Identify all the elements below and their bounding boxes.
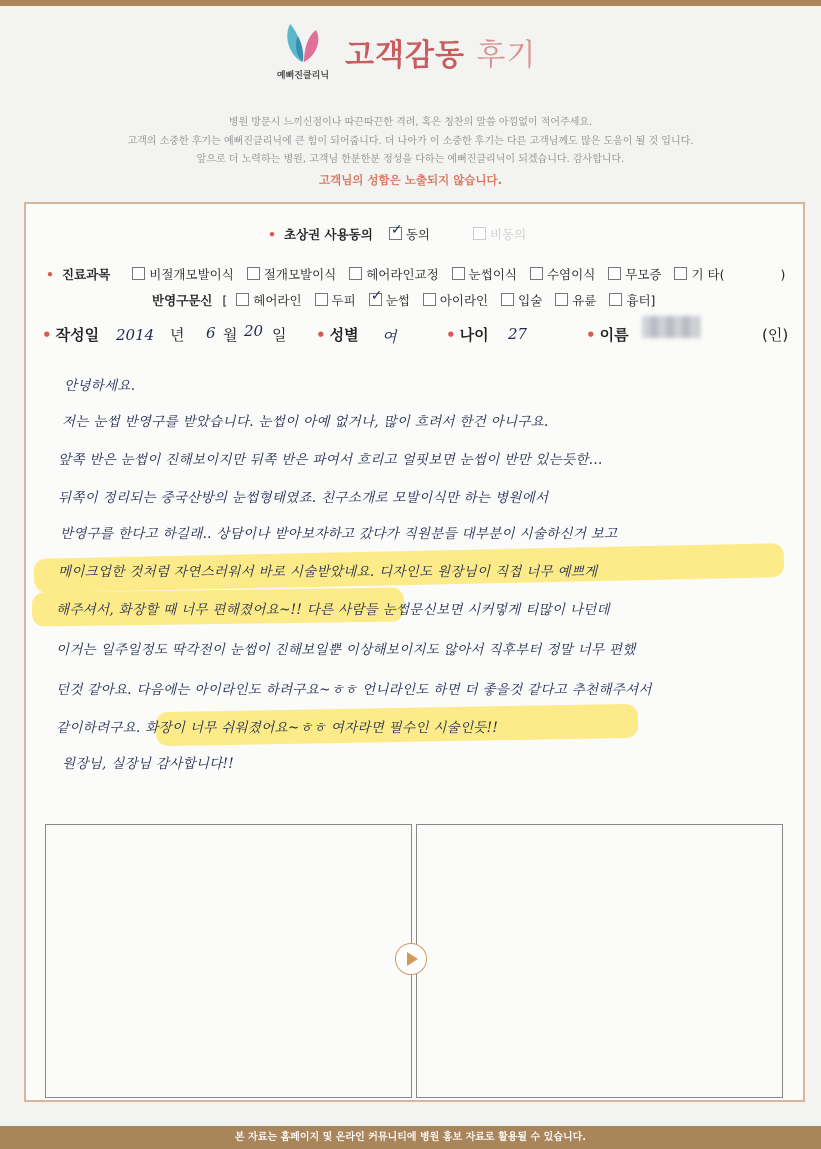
bullet-icon: • (316, 326, 326, 344)
review-line: 메이크업한 것처럼 자연스러워서 바로 시술받았네요. 디자인도 원장님이 직접 너무 예쁘게 (58, 564, 598, 580)
reflect-option: 아이라인 (439, 293, 489, 308)
top-bar (0, 0, 821, 6)
consent-agree-checkbox[interactable] (389, 227, 402, 240)
footer-notice: 본 자료는 홈페이지 및 온라인 커뮤니티에 병원 홍보 자료로 활용될 수 있습니다. (0, 1126, 821, 1149)
reflect-checkbox[interactable] (501, 293, 514, 306)
reflect-checkbox[interactable] (609, 293, 622, 306)
consent-disagree-label: 비동의 (489, 227, 527, 242)
reflect-option: 눈썹 (385, 293, 410, 308)
intro-line-2: 고객의 소중한 후기는 예뻐진클리닉에 큰 힘이 되어줍니다. 더 나아가 이 소중한 후기는 다른 고객님께도 많은 도움이 될 것 입니다. (127, 136, 694, 147)
gender-value: 여 (382, 328, 397, 346)
department-checkbox[interactable] (132, 267, 145, 280)
bullet-icon: • (42, 326, 52, 344)
department-other-close: ) (780, 267, 786, 282)
review-line: 던것 같아요. 다음에는 아이라인도 하려구요~ㅎㅎ 언니라인도 하면 더 좋을것 같다고 추천해주셔서 (56, 682, 652, 698)
photo-frame-after (416, 824, 783, 1098)
consent-agree-label: 동의 (405, 227, 431, 242)
reflect-label: 반영구문신 (152, 293, 213, 308)
name-label: 이름 (599, 326, 629, 344)
date-label: 작성일 (55, 326, 100, 344)
reflect-option: 유륜 (572, 293, 597, 308)
intro-line-3: 앞으로 더 노력하는 병원, 고객님 한분한분 정성을 다하는 예뻐진클리닉이 되겠습니다. 감사합니다. (196, 154, 625, 165)
privacy-notice: 고객님의 성함은 노출되지 않습니다. (318, 173, 502, 187)
department-option: 눈썹이식 (468, 267, 517, 282)
department-option-other: 기 타( (691, 267, 725, 282)
reflect-checkbox[interactable] (315, 293, 328, 306)
department-checkbox[interactable] (530, 267, 543, 280)
department-option: 절개모발이식 (263, 267, 337, 282)
review-line: 뒤쪽이 정리되는 중국산방의 눈썹형태였죠. 친구소개로 모발이식만 하는 병원에서 (58, 490, 549, 506)
bullet-icon: • (586, 326, 596, 344)
play-arrow-icon[interactable] (395, 943, 427, 975)
department-option: 수염이식 (546, 267, 596, 282)
reflect-option: 두피 (331, 293, 356, 308)
bullet-icon: • (268, 227, 276, 242)
consent-disagree-checkbox[interactable] (473, 227, 486, 240)
age-label: 나이 (459, 326, 489, 344)
photo-frame-before (45, 824, 412, 1098)
bullet-icon: • (446, 326, 456, 344)
reflect-row (152, 291, 655, 309)
date-label-group (42, 324, 99, 345)
consent-row (268, 225, 526, 243)
reflect-checkbox[interactable] (236, 293, 249, 306)
reflect-checkbox[interactable] (555, 293, 568, 306)
title-sub: 후기 (476, 38, 537, 73)
department-label: 진료과목 (61, 267, 111, 282)
age-value: 27 (508, 325, 528, 343)
consent-label: 초상권 사용동의 (283, 227, 373, 242)
department-checkbox[interactable] (674, 267, 687, 280)
reflect-open-bracket: [ (222, 293, 228, 308)
page-title (345, 30, 536, 74)
logo-text: 예뻐진클리닉 (276, 71, 330, 81)
reflect-option: 흉터] (626, 293, 656, 308)
department-checkbox[interactable] (452, 267, 465, 280)
title-main: 고객감동 (345, 38, 465, 73)
department-row (46, 265, 785, 283)
reflect-option: 입술 (518, 293, 543, 308)
department-option: 헤어라인교정 (366, 267, 439, 282)
department-checkbox[interactable] (608, 267, 621, 280)
review-line: 안녕하세요. (64, 378, 136, 394)
department-option: 무모증 (625, 267, 662, 282)
name-label-group (586, 324, 629, 345)
department-option: 비절개모발이식 (149, 267, 234, 282)
review-line: 앞쪽 반은 눈썹이 진해보이지만 뒤쪽 반은 파여서 흐리고 얼핏보면 눈썹이 반만 있는듯한... (58, 452, 603, 468)
butterfly-logo-icon (282, 18, 324, 66)
day-unit: 일 (272, 326, 287, 344)
blurred-name (642, 316, 700, 338)
review-line: 원장님, 실장님 감사합니다!! (62, 756, 234, 772)
reflect-checkbox[interactable] (423, 293, 436, 306)
month-unit: 월 (223, 326, 238, 344)
date-month: 6 (206, 324, 216, 342)
review-line: 이거는 일주일정도 딱각전이 눈썹이 진해보일뿐 이상해보이지도 않아서 직후부터 정말 너무 편했 (56, 642, 636, 658)
review-line: 저는 눈썹 반영구를 받았습니다. 눈썹이 아예 없거나, 많이 흐려서 한건 아니구요. (62, 414, 549, 430)
clinic-logo (268, 18, 338, 84)
review-line: 해주셔서, 화장할 때 너무 편해졌어요~!! 다른 사람들 눈썹문신보면 시커멓게 티많이 나던데 (56, 602, 610, 618)
department-checkbox[interactable] (349, 267, 362, 280)
age-label-group (446, 324, 489, 345)
year-unit: 년 (170, 326, 185, 344)
gender-label: 성별 (329, 326, 359, 344)
gender-label-group (316, 324, 359, 345)
date-day: 20 (244, 322, 264, 340)
intro-line-1: 병원 방문시 느끼신점이나 따끈따끈한 격려, 혹은 칭찬의 말씀 아낌없이 적어주세요. (228, 117, 593, 128)
bullet-icon: • (46, 267, 54, 282)
review-line: 같이하려구요. 화장이 너무 쉬워졌어요~ㅎㅎ 여자라면 필수인 시술인듯!! (56, 720, 499, 736)
review-line: 반영구를 한다고 하길래.. 상담이나 받아보자하고 갔다가 직원분들 대부분이 시술하신거 보고 (60, 526, 618, 542)
department-checkbox[interactable] (247, 267, 260, 280)
reflect-checkbox-eyebrow[interactable] (369, 293, 382, 306)
reflect-option: 헤어라인 (253, 293, 302, 308)
seal-label: (인) (762, 326, 789, 344)
date-year: 2014 (116, 326, 155, 344)
